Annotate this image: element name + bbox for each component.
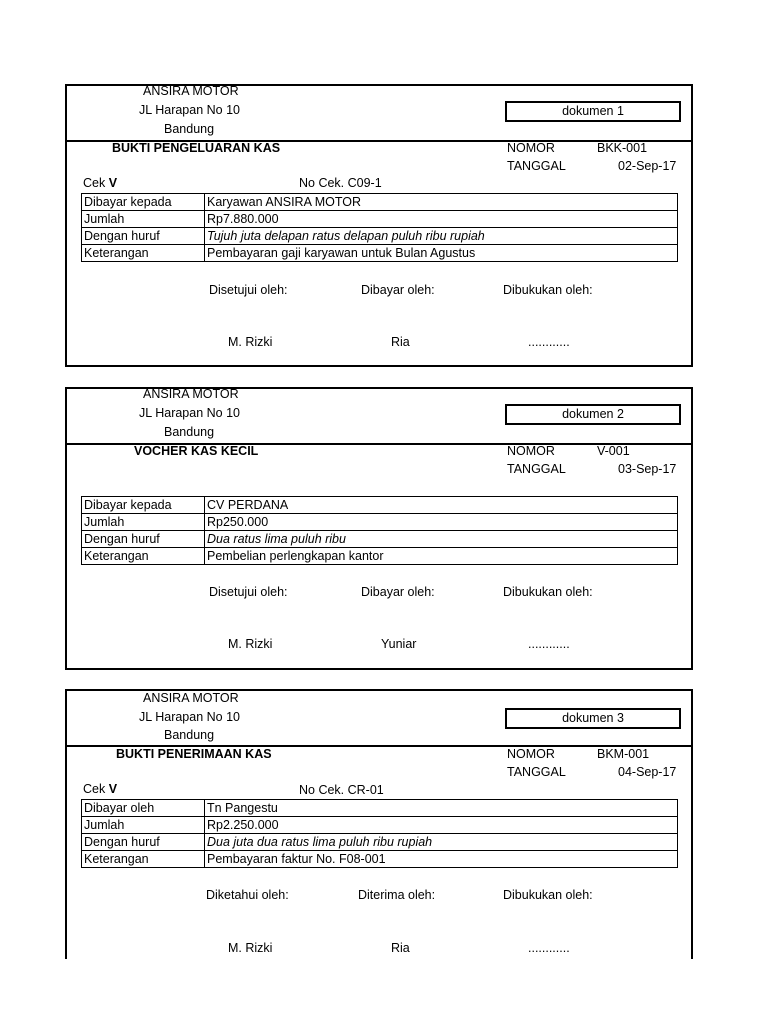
row-value: Dua ratus lima puluh ribu <box>205 531 678 548</box>
sign-name-received: Ria <box>391 941 410 955</box>
table-row <box>82 514 678 531</box>
table-row <box>82 245 678 262</box>
document-label: dokumen 1 <box>562 104 624 118</box>
no-cek: No Cek. CR-01 <box>299 783 384 797</box>
cek-label: Cek V <box>83 782 118 796</box>
row-value: Rp250.000 <box>205 514 678 531</box>
table-row <box>82 497 678 514</box>
row-label: Dengan huruf <box>82 228 205 245</box>
sign-label-received: Diterima oleh: <box>358 888 436 902</box>
table-row <box>82 800 678 817</box>
row-label: Dibayar kepada <box>82 497 205 514</box>
row-value: Pembayaran faktur No. F08-001 <box>205 851 678 868</box>
sign-name-booked: ............ <box>528 335 570 349</box>
voucher-2 <box>65 387 693 670</box>
sign-label-approved: Disetujui oleh: <box>209 585 288 599</box>
document-label-box <box>505 101 681 122</box>
sign-name-paid: Ria <box>391 335 410 349</box>
table-row <box>82 834 678 851</box>
sign-name-booked: ............ <box>528 941 570 955</box>
cek-label: Cek V <box>83 176 118 190</box>
sign-label-booked: Dibukukan oleh: <box>503 585 593 599</box>
voucher-1 <box>65 84 693 367</box>
tanggal-label: TANGGAL <box>507 462 566 476</box>
document-label: dokumen 3 <box>562 711 624 725</box>
document-label-box <box>505 404 681 425</box>
cek-mark: V <box>108 782 118 796</box>
detail-table <box>81 193 678 262</box>
tanggal-label: TANGGAL <box>507 159 566 173</box>
row-value: Dua juta dua ratus lima puluh ribu rupiah <box>205 834 678 851</box>
table-row <box>82 228 678 245</box>
tanggal-value: 02-Sep-17 <box>618 159 677 173</box>
row-label: Keterangan <box>82 548 205 565</box>
row-label: Keterangan <box>82 851 205 868</box>
row-value: Rp2.250.000 <box>205 817 678 834</box>
company-address: JL Harapan No 10 <box>139 103 240 117</box>
row-label: Keterangan <box>82 245 205 262</box>
row-value: Pembelian perlengkapan kantor <box>205 548 678 565</box>
sign-name-approved: M. Rizki <box>228 637 273 651</box>
tanggal-label: TANGGAL <box>507 765 566 779</box>
company-city: Bandung <box>164 122 215 136</box>
nomor-label: NOMOR <box>507 141 555 155</box>
row-label: Jumlah <box>82 211 205 228</box>
row-value: Pembayaran gaji karyawan untuk Bulan Agustus <box>205 245 678 262</box>
table-row <box>82 548 678 565</box>
company-city: Bandung <box>164 425 215 439</box>
nomor-label: NOMOR <box>507 444 555 458</box>
company-name: ANSIRA MOTOR <box>143 84 239 98</box>
company-address: JL Harapan No 10 <box>139 406 240 420</box>
detail-table <box>81 496 678 565</box>
company-city: Bandung <box>164 728 215 742</box>
row-label: Jumlah <box>82 514 205 531</box>
sign-label-paid: Dibayar oleh: <box>361 585 435 599</box>
table-row <box>82 531 678 548</box>
row-value: CV PERDANA <box>205 497 678 514</box>
nomor-value: V-001 <box>597 444 630 458</box>
row-value: Tujuh juta delapan ratus delapan puluh ribu rupiah <box>205 228 678 245</box>
row-label: Jumlah <box>82 817 205 834</box>
row-label: Dibayar oleh <box>82 800 205 817</box>
company-address: JL Harapan No 10 <box>139 710 240 724</box>
cek-mark: V <box>108 176 118 190</box>
voucher-title: VOCHER KAS KECIL <box>134 444 259 458</box>
document-label-box <box>505 708 681 729</box>
table-row <box>82 851 678 868</box>
voucher-3 <box>65 689 693 959</box>
sign-name-acknowledged: M. Rizki <box>228 941 273 955</box>
company-name: ANSIRA MOTOR <box>143 691 239 705</box>
tanggal-value: 04-Sep-17 <box>618 765 677 779</box>
row-label: Dengan huruf <box>82 531 205 548</box>
row-value: Rp7.880.000 <box>205 211 678 228</box>
sign-label-paid: Dibayar oleh: <box>361 283 435 297</box>
row-value: Karyawan ANSIRA MOTOR <box>205 194 678 211</box>
document-label: dokumen 2 <box>562 407 624 421</box>
sign-label-booked: Dibukukan oleh: <box>503 283 593 297</box>
detail-table <box>81 799 678 868</box>
sign-name-paid: Yuniar <box>381 637 417 651</box>
sign-label-acknowledged: Diketahui oleh: <box>206 888 289 902</box>
row-label: Dibayar kepada <box>82 194 205 211</box>
row-label: Dengan huruf <box>82 834 205 851</box>
table-row <box>82 194 678 211</box>
nomor-label: NOMOR <box>507 747 555 761</box>
table-row <box>82 817 678 834</box>
sign-name-booked: ............ <box>528 637 570 651</box>
table-row <box>82 211 678 228</box>
sign-name-approved: M. Rizki <box>228 335 273 349</box>
company-name: ANSIRA MOTOR <box>143 387 239 401</box>
voucher-title: BUKTI PENERIMAAN KAS <box>116 747 272 761</box>
sign-label-booked: Dibukukan oleh: <box>503 888 593 902</box>
nomor-value: BKK-001 <box>597 141 648 155</box>
tanggal-value: 03-Sep-17 <box>618 462 677 476</box>
sign-label-approved: Disetujui oleh: <box>209 283 288 297</box>
voucher-title: BUKTI PENGELUARAN KAS <box>112 141 281 155</box>
no-cek: No Cek. C09-1 <box>299 176 382 190</box>
nomor-value: BKM-001 <box>597 747 650 761</box>
row-value: Tn Pangestu <box>205 800 678 817</box>
